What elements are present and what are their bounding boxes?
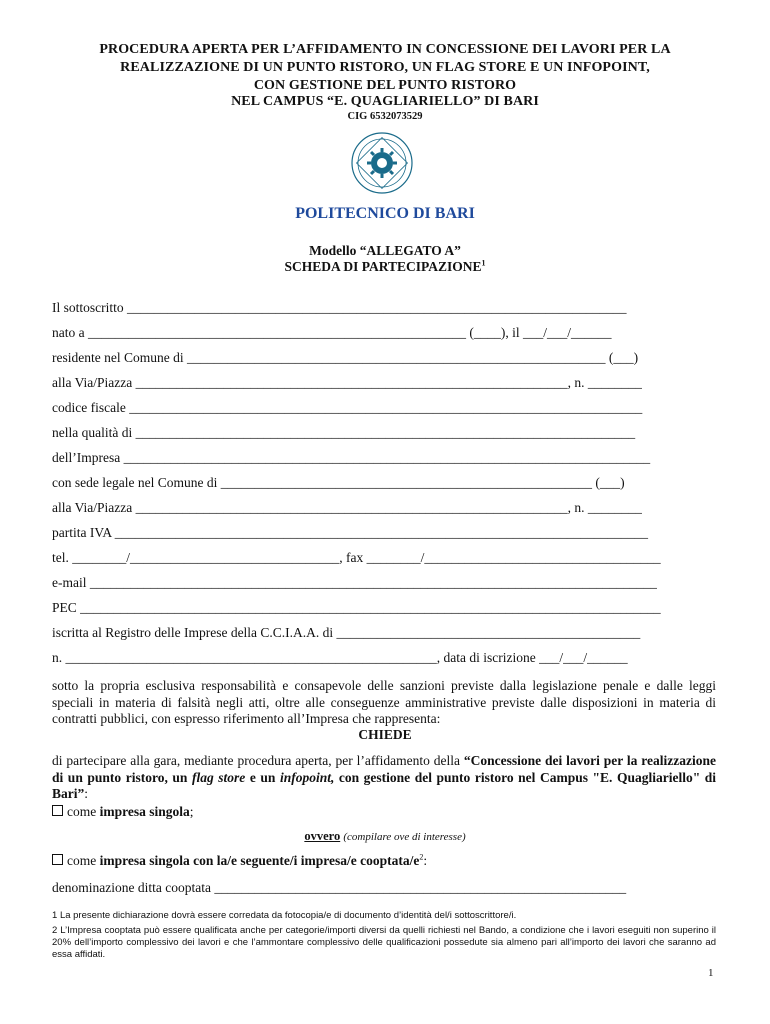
field-sottoscritto: Il sottoscritto __________________________________________________________________________ [52,300,627,315]
request-paragraph: di partecipare alla gara, mediante procedura aperta, per l’affidamento della “Concessione dei lavori per la realizzazione di un punto ristoro, un flag store e un infopoint, con gestione del punto ristoro nel Campus "E. Quagliariello" di Bari”: [52,753,717,801]
footnote-ref-1: 1 [481,258,486,268]
field-tel-fax: tel. ________/_______________________________, fax ________/___________________________________ [52,550,661,565]
option-impresa-singola[interactable]: come impresa singola; [52,804,194,820]
field-numero-iscrizione: n. _______________________________________________________, data di iscrizione ___/___/______ [52,650,628,665]
checkbox-icon[interactable] [52,805,63,816]
footnote-1: 1 La presente dichiarazione dovrà essere corredata da fotocopia/e di documento d’identità del/i sottoscrittore/i. [52,910,517,921]
model-title: Modello “ALLEGATO A” [309,243,461,258]
field-ditta-cooptata: denominazione ditta cooptata _____________________________________________________________ [52,880,627,895]
cig-code: CIG 6532073529 [347,111,423,122]
field-codice-fiscale: codice fiscale ____________________________________________________________________________ [52,400,643,415]
field-qualita: nella qualità di __________________________________________________________________________ [52,425,636,440]
footnote-2: 2 L’Impresa cooptata può essere qualificata anche per categorie/importi diversi da quelli richiesti nel Bando, a condizione che i lavori eseguiti non superino il 20% dell’importo complessivo dei lavori e che l’ammontare complessivo delle qualificazioni possedute sia almeno pari all’importo dei lavori che saranno ad essa affidati. [52,925,717,960]
header-line-3: CON GESTIONE DEL PUNTO RISTORO [253,78,517,93]
field-nato-a: nato a ________________________________________________________ (____), il ___/___/______ [52,325,612,340]
chiede-heading: CHIEDE [358,727,412,742]
field-pec: PEC ______________________________________________________________________________________ [52,600,661,615]
field-email: e-mail ____________________________________________________________________________________ [52,575,657,590]
model-subtitle: SCHEDA DI PARTECIPAZIONE$^1$ [284,258,486,274]
page-number: 1 [708,967,714,979]
field-residente: residente nel Comune di ______________________________________________________________ (___) [52,350,639,365]
field-via-piazza-sede: alla Via/Piazza ________________________________________________________________, n. ________ [52,500,642,515]
field-partita-iva: partita IVA _______________________________________________________________________________ [52,525,648,540]
field-via-piazza: alla Via/Piazza ________________________________________________________________, n. ________ [52,375,642,390]
footnote-ref-2: 2 [419,852,424,862]
header-line-4: NEL CAMPUS “E. QUAGLIARIELLO” DI BARI [231,94,539,109]
header-line-1: PROCEDURA APERTA PER L’AFFIDAMENTO IN CONCESSIONE DEI LAVORI PER LA [99,42,671,57]
field-registro-imprese: iscritta al Registro delle Imprese della C.C.I.A.A. di _____________________________________________ [52,625,641,640]
option-impresa-cooptata[interactable]: come impresa singola con la/e seguente/i impresa/e cooptata/$e^2$: [52,853,427,869]
ovvero-separator: ovvero (compilare ove di interesse) [304,829,466,843]
checkbox-icon[interactable] [52,854,63,865]
field-impresa: dell’Impresa ______________________________________________________________________________ [52,450,651,465]
organization-name: POLITECNICO DI BARI [295,205,475,222]
header-line-2: REALIZZAZIONE DI UN PUNTO RISTORO, UN FLAG STORE E UN INFOPOINT, [120,60,650,75]
declaration-paragraph: sotto la propria esclusiva responsabilità e consapevole delle sanzioni previste dalla legislazione penale e dalle leggi speciali in materia di falsità negli atti, oltre alle conseguenze amministrative previste dalle disposizioni in materia di contratti pubblici, con espresso riferimento all’Impresa che rappresenta: [52,678,716,726]
politecnico-seal-icon [344,130,420,196]
field-sede-legale: con sede legale nel Comune di _______________________________________________________ (___) [52,475,625,490]
